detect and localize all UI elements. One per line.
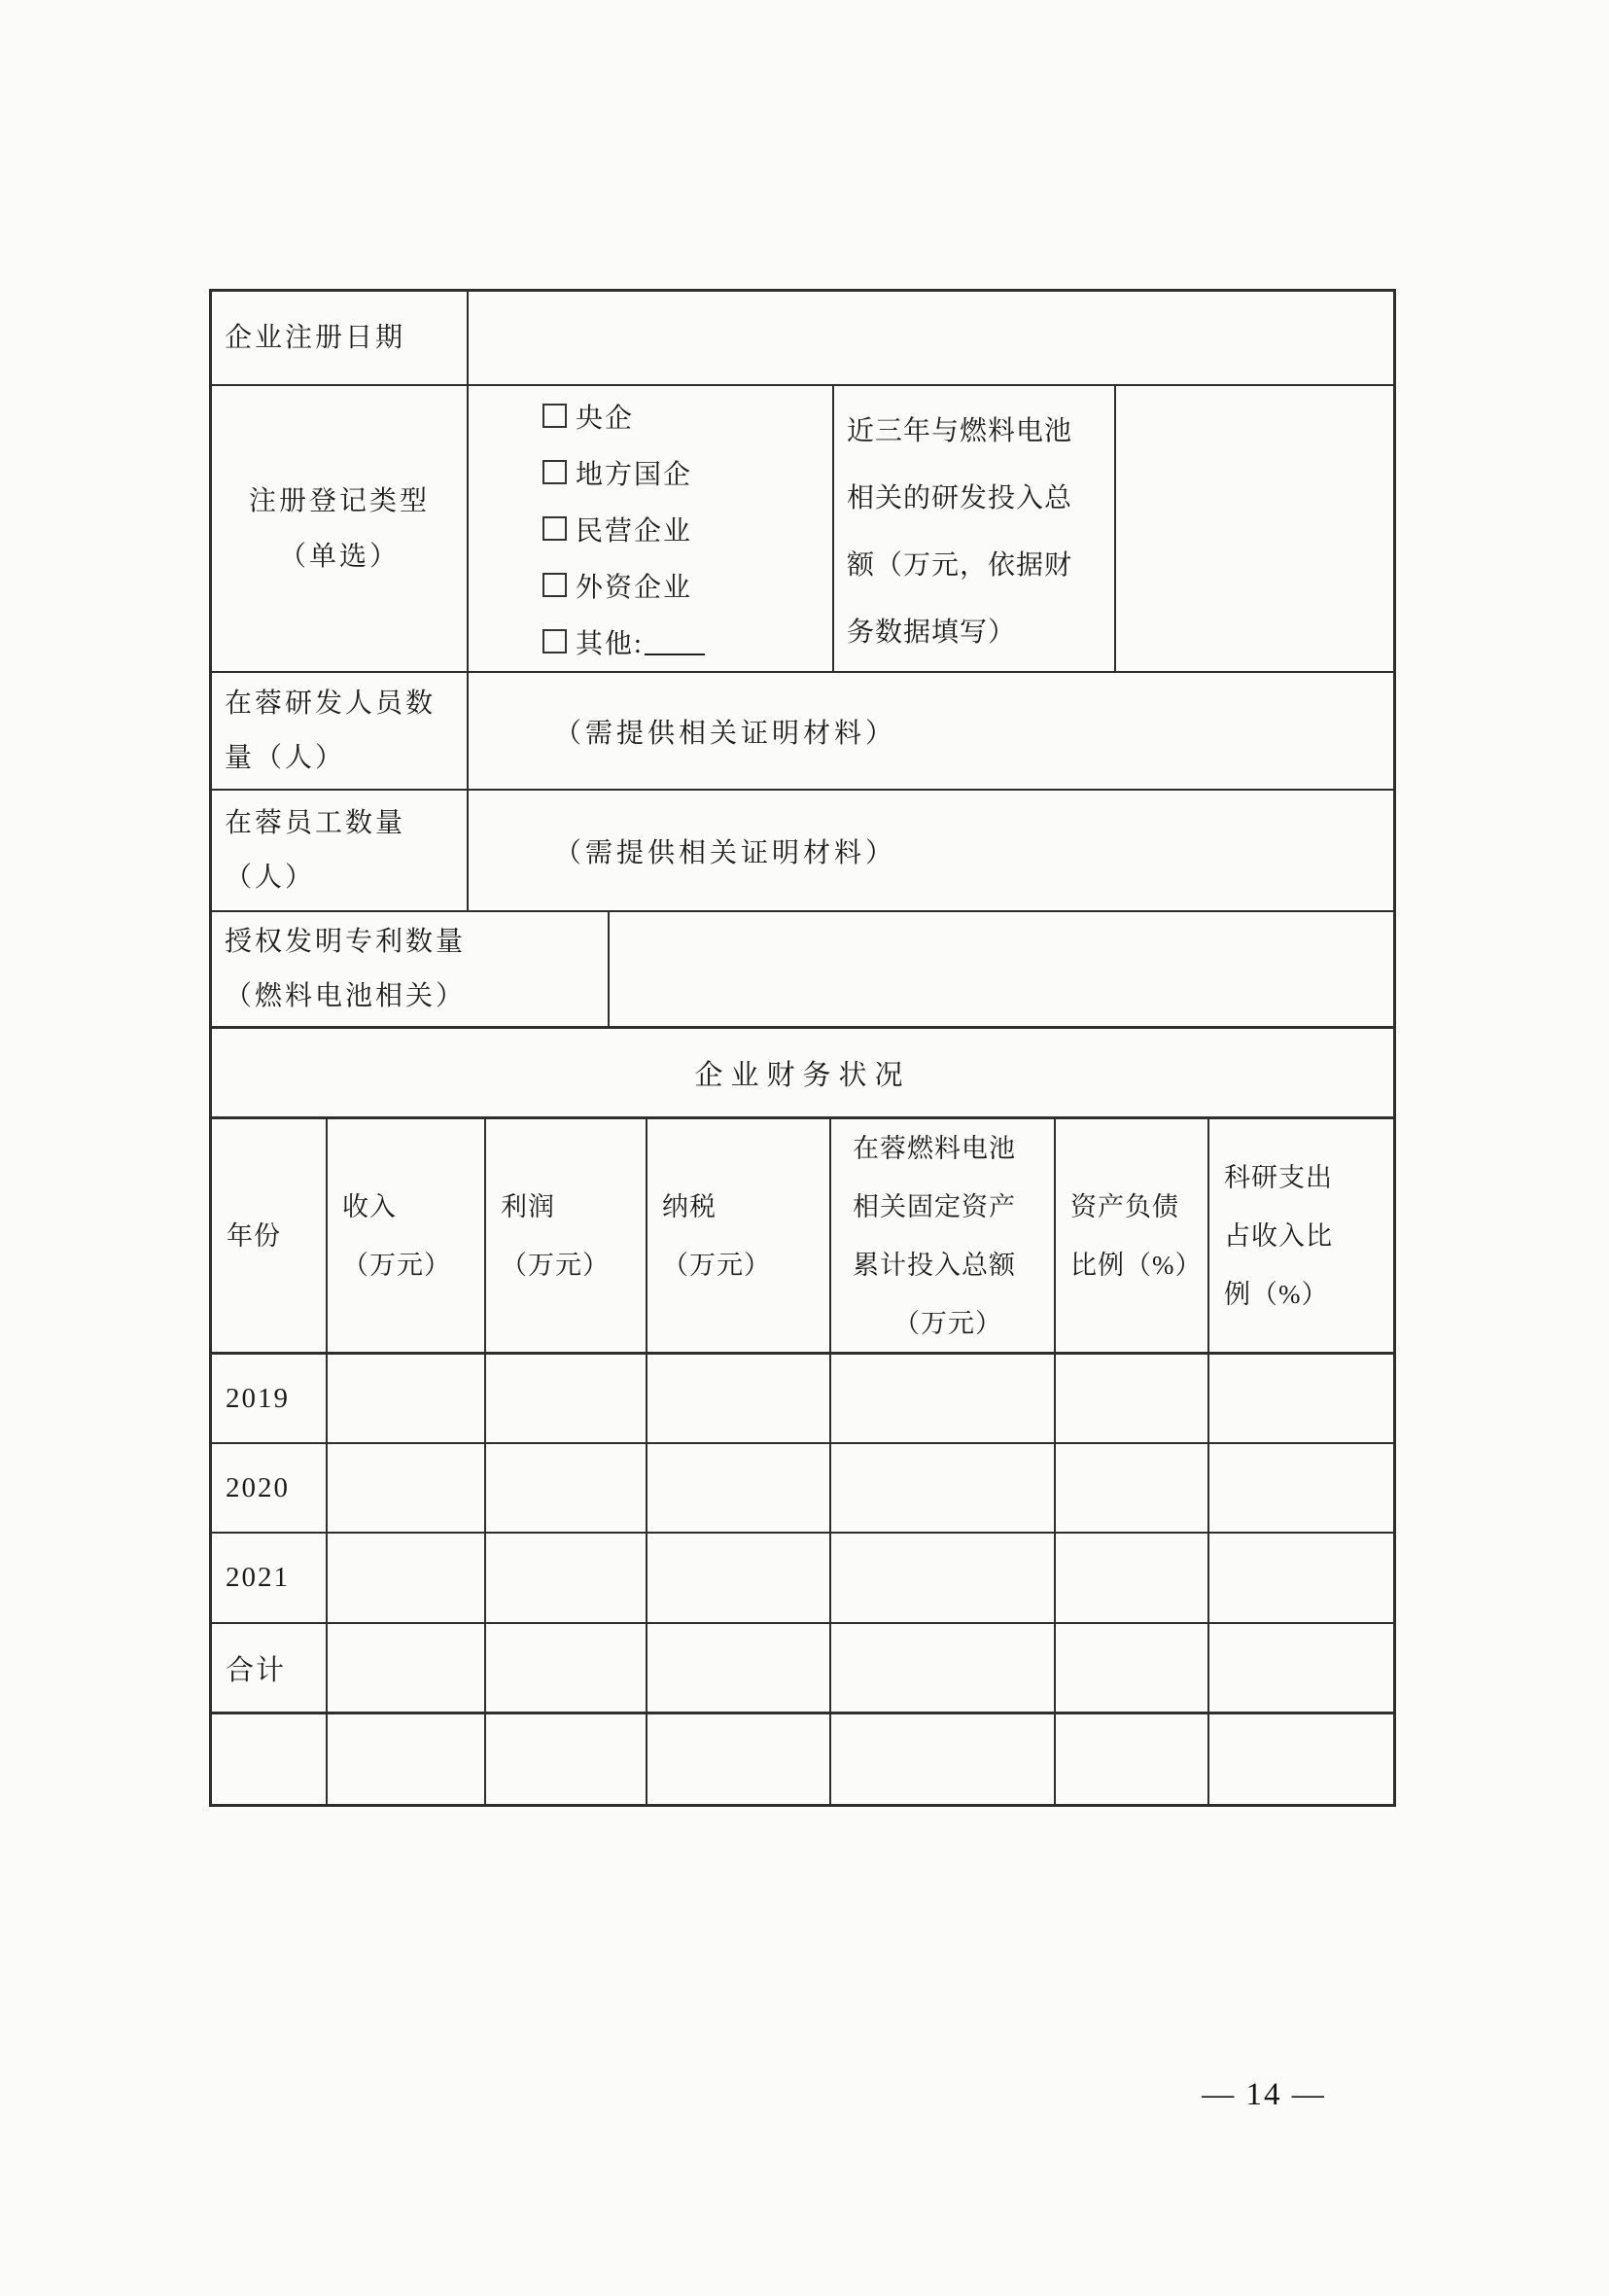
option-local-soe [542, 457, 832, 488]
fin-cell [1056, 1714, 1209, 1807]
header-line: 收入 [342, 1191, 397, 1221]
header-line: （万元） [501, 1250, 610, 1280]
fin-cell [486, 1534, 647, 1622]
header-line: 科研支出 [1224, 1162, 1333, 1192]
fin-cell [486, 1444, 647, 1532]
header-line: 例（%） [1224, 1279, 1329, 1309]
header-line: 累计投入总额 [853, 1250, 1016, 1280]
fin-cell [486, 1624, 647, 1712]
header-line: （万元） [893, 1308, 1002, 1338]
finance-header-fixed-assets [831, 1119, 1056, 1352]
fin-cell [328, 1714, 486, 1807]
rd-investment-value-cell [1116, 386, 1393, 671]
fin-cell [328, 1534, 486, 1622]
header-line: （万元） [342, 1250, 451, 1280]
row-patents [212, 912, 1393, 1029]
employees-label [212, 791, 469, 910]
header-line: （万元） [662, 1250, 771, 1280]
row-registration-type [212, 386, 1393, 673]
header-line: 在蓉燃料电池 [853, 1133, 1016, 1163]
year-label: 2019 [212, 1355, 328, 1442]
patents-label-line2: （燃料电池相关） [225, 980, 467, 1011]
row-registration-date [212, 292, 1393, 386]
fin-cell [831, 1444, 1056, 1532]
finance-section-title: 企业财务状况 [694, 1059, 911, 1091]
fin-cell [1056, 1534, 1209, 1622]
registration-type-label [212, 386, 469, 671]
registration-date-label [212, 292, 469, 384]
other-fill-in-blank[interactable] [645, 628, 705, 655]
finance-header-year [212, 1119, 328, 1352]
fin-cell [1209, 1624, 1393, 1712]
fin-cell [1056, 1444, 1209, 1532]
year-label: 2021 [212, 1534, 328, 1622]
option-foreign-enterprise [542, 570, 832, 601]
option-other [542, 626, 832, 657]
finance-header-profit [486, 1119, 647, 1352]
fin-cell [1209, 1714, 1393, 1807]
fin-cell [831, 1355, 1056, 1442]
header-line: 纳税 [662, 1191, 717, 1221]
employees-value-cell [469, 791, 1393, 910]
registration-type-label-line2: （单选） [278, 541, 400, 572]
patents-label-line1: 授权发明专利数量 [225, 926, 467, 957]
company-info-form-table [209, 289, 1396, 1807]
employees-label-line1: 在蓉员工数量 [225, 807, 406, 838]
proof-note: （需提供相关证明材料） [554, 718, 897, 749]
header-line: 占收入比 [1224, 1220, 1333, 1251]
rd-note-line: 近三年与燃料电池 [847, 416, 1073, 446]
proof-note: （需提供相关证明材料） [554, 837, 897, 868]
header-line: 利润 [501, 1191, 555, 1221]
finance-section-band [212, 1029, 1393, 1119]
year-label: 2020 [212, 1444, 328, 1532]
fin-cell [1209, 1355, 1393, 1442]
finance-header-debt-ratio [1056, 1119, 1209, 1352]
fin-cell [647, 1355, 831, 1442]
registration-date-label-text: 企业注册日期 [225, 323, 406, 353]
rd-staff-label-line2: 量（人） [225, 742, 346, 773]
fin-cell [647, 1444, 831, 1532]
checkbox-icon[interactable] [542, 460, 567, 484]
rd-staff-label [212, 673, 469, 789]
row-rd-staff [212, 673, 1393, 791]
checkbox-icon[interactable] [542, 404, 567, 428]
registration-type-options [469, 386, 834, 671]
fin-cell [328, 1355, 486, 1442]
fin-cell [647, 1624, 831, 1712]
checkbox-icon[interactable] [542, 573, 567, 597]
fin-cell [486, 1714, 647, 1807]
finance-header-row [212, 1119, 1393, 1355]
rd-staff-value-cell [469, 673, 1393, 789]
header-line: 资产负债 [1070, 1191, 1179, 1221]
option-label: 地方国企 [576, 459, 693, 490]
finance-row-blank [212, 1714, 1393, 1807]
registration-type-label-line1: 注册登记类型 [248, 485, 430, 516]
finance-header-tax [647, 1119, 831, 1352]
option-private-enterprise [542, 513, 832, 545]
header-line: 年份 [227, 1220, 281, 1251]
total-label: 合计 [212, 1624, 328, 1712]
row-employees [212, 791, 1393, 912]
fin-cell [328, 1624, 486, 1712]
rd-note-line: 额（万元，依据财 [847, 550, 1073, 581]
patents-value-cell [610, 912, 1393, 1026]
checkbox-icon[interactable] [542, 629, 567, 653]
finance-header-research-ratio [1209, 1119, 1393, 1352]
header-line: 相关固定资产 [853, 1191, 1016, 1221]
fin-cell [831, 1534, 1056, 1622]
page-number: — 14 — [1202, 2077, 1326, 2112]
rd-note-line: 务数据填写） [847, 618, 1017, 648]
rd-staff-label-line1: 在蓉研发人员数 [225, 688, 437, 719]
fin-cell [1056, 1355, 1209, 1442]
checkbox-icon[interactable] [542, 516, 567, 541]
fin-cell [831, 1714, 1056, 1807]
fin-cell [1056, 1624, 1209, 1712]
finance-header-revenue [328, 1119, 486, 1352]
finance-row-2019 [212, 1355, 1393, 1444]
registration-date-value-cell [469, 292, 1393, 384]
employees-label-line2: （人） [225, 862, 316, 893]
option-label: 民营企业 [576, 515, 693, 547]
fin-cell [647, 1714, 831, 1807]
option-label: 外资企业 [576, 572, 693, 603]
fin-cell [1209, 1534, 1393, 1622]
option-central-enterprise [542, 401, 832, 432]
rd-investment-note [834, 386, 1116, 671]
patents-label [212, 912, 610, 1026]
fin-cell [1209, 1444, 1393, 1532]
rd-note-line: 相关的研发投入总 [847, 483, 1073, 513]
fin-cell [647, 1534, 831, 1622]
option-label: 其他: [576, 628, 644, 659]
fin-cell [831, 1624, 1056, 1712]
fin-cell [486, 1355, 647, 1442]
header-line: 比例（%） [1070, 1250, 1203, 1280]
finance-row-2021 [212, 1534, 1393, 1624]
fin-cell [328, 1444, 486, 1532]
year-label [212, 1714, 328, 1807]
option-label: 央企 [576, 403, 635, 434]
finance-row-2020 [212, 1444, 1393, 1534]
finance-row-total [212, 1624, 1393, 1714]
